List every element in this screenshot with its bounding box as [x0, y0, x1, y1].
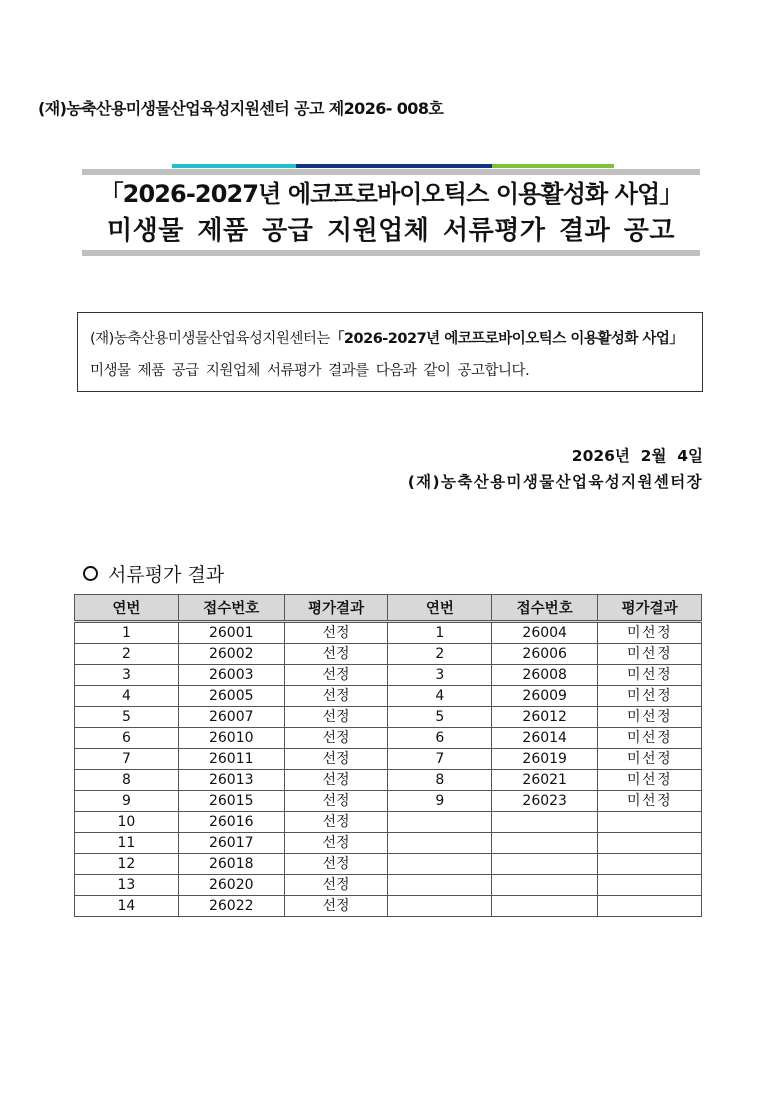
receipt-number-cell: 26014 — [492, 728, 598, 749]
seq-cell: 5 — [75, 707, 179, 728]
result-cell: 선정 — [284, 791, 388, 812]
result-cell — [598, 854, 702, 875]
receipt-number-cell: 26023 — [492, 791, 598, 812]
header-receipt-unselected: 접수번호 — [492, 595, 598, 622]
receipt-number-cell: 26020 — [178, 875, 284, 896]
result-cell — [598, 812, 702, 833]
table-row — [75, 749, 702, 770]
seq-cell: 12 — [75, 854, 179, 875]
table-row — [75, 875, 702, 896]
intro-project-name: 「2026-2027년 에코프로바이오틱스 이용활성화 사업」 — [329, 331, 684, 347]
table-row — [75, 707, 702, 728]
result-cell: 선정 — [284, 622, 388, 644]
table-row — [75, 854, 702, 875]
table-body — [75, 622, 702, 917]
receipt-number-cell: 26015 — [178, 791, 284, 812]
result-cell — [598, 833, 702, 854]
table-row — [75, 812, 702, 833]
section-heading — [83, 560, 224, 587]
receipt-number-cell: 26019 — [492, 749, 598, 770]
seq-cell: 1 — [388, 622, 492, 644]
receipt-number-cell: 26006 — [492, 644, 598, 665]
header-receipt-selected: 접수번호 — [178, 595, 284, 622]
result-cell: 미선정 — [598, 707, 702, 728]
seq-cell — [388, 833, 492, 854]
seq-cell: 3 — [388, 665, 492, 686]
result-cell: 선정 — [284, 896, 388, 917]
issuer-name: (재)농축산용미생물산업육성지원센터장 — [407, 473, 703, 491]
receipt-number-cell: 26002 — [178, 644, 284, 665]
accent-bar-green — [492, 164, 614, 168]
receipt-number-cell — [492, 833, 598, 854]
seq-cell: 10 — [75, 812, 179, 833]
seq-cell: 8 — [75, 770, 179, 791]
header-result-selected: 평가결과 — [284, 595, 388, 622]
intro-line-1 — [90, 327, 683, 348]
result-cell: 미선정 — [598, 622, 702, 644]
receipt-number-cell: 26022 — [178, 896, 284, 917]
intro-box — [77, 312, 703, 392]
receipt-number-cell: 26009 — [492, 686, 598, 707]
title-line-2: 미생물 제품 공급 지원업체 서류평가 결과 공고 — [106, 216, 675, 246]
seq-cell — [388, 875, 492, 896]
intro-prefix: (재)농축산용미생물산업육성지원센터는 — [90, 331, 330, 347]
receipt-number-cell — [492, 854, 598, 875]
result-cell: 선정 — [284, 686, 388, 707]
receipt-number-cell: 26012 — [492, 707, 598, 728]
result-cell — [598, 896, 702, 917]
receipt-number-cell: 26018 — [178, 854, 284, 875]
circle-bullet-icon — [83, 566, 98, 581]
result-cell: 선정 — [284, 875, 388, 896]
result-cell: 미선정 — [598, 770, 702, 791]
result-cell: 미선정 — [598, 665, 702, 686]
seq-cell: 4 — [388, 686, 492, 707]
result-cell — [598, 875, 702, 896]
result-cell: 미선정 — [598, 728, 702, 749]
table-row — [75, 665, 702, 686]
receipt-number-cell: 26011 — [178, 749, 284, 770]
result-cell: 선정 — [284, 854, 388, 875]
seq-cell: 2 — [75, 644, 179, 665]
receipt-number-cell: 26016 — [178, 812, 284, 833]
seq-cell: 3 — [75, 665, 179, 686]
receipt-number-cell — [492, 875, 598, 896]
table-row — [75, 644, 702, 665]
receipt-number-cell: 26005 — [178, 686, 284, 707]
receipt-number-cell — [492, 896, 598, 917]
table-row — [75, 833, 702, 854]
seq-cell: 4 — [75, 686, 179, 707]
seq-cell: 14 — [75, 896, 179, 917]
section-title: 서류평가 결과 — [108, 564, 225, 586]
table-row — [75, 791, 702, 812]
result-cell: 선정 — [284, 707, 388, 728]
table-row — [75, 896, 702, 917]
seq-cell: 7 — [388, 749, 492, 770]
table-row — [75, 622, 702, 644]
seq-cell: 9 — [75, 791, 179, 812]
seq-cell: 8 — [388, 770, 492, 791]
seq-cell — [388, 854, 492, 875]
result-cell: 선정 — [284, 665, 388, 686]
seq-cell: 1 — [75, 622, 179, 644]
receipt-number-cell: 26013 — [178, 770, 284, 791]
receipt-number-cell: 26010 — [178, 728, 284, 749]
seq-cell — [388, 812, 492, 833]
result-cell: 선정 — [284, 728, 388, 749]
accent-bar-cyan — [172, 164, 296, 168]
header-result-unselected: 평가결과 — [598, 595, 702, 622]
table-header-row — [75, 595, 702, 622]
result-cell: 미선정 — [598, 644, 702, 665]
receipt-number-cell: 26017 — [178, 833, 284, 854]
result-cell: 미선정 — [598, 791, 702, 812]
intro-line-2: 미생물 제품 공급 지원업체 서류평가 결과를 다음과 같이 공고합니다. — [90, 363, 530, 379]
header-seq-selected: 연번 — [75, 595, 179, 622]
receipt-number-cell: 26003 — [178, 665, 284, 686]
result-cell: 미선정 — [598, 749, 702, 770]
accent-bar-navy — [296, 164, 492, 168]
table-row — [75, 770, 702, 791]
notice-number: (재)농축산용미생물산업육성지원센터 공고 제2026- 008호 — [38, 99, 444, 118]
result-cell: 선정 — [284, 812, 388, 833]
receipt-number-cell — [492, 812, 598, 833]
result-cell: 선정 — [284, 833, 388, 854]
result-cell: 선정 — [284, 749, 388, 770]
result-cell: 선정 — [284, 770, 388, 791]
result-cell: 미선정 — [598, 686, 702, 707]
title-rule-bottom — [82, 250, 700, 256]
seq-cell: 9 — [388, 791, 492, 812]
header-seq-unselected: 연번 — [388, 595, 492, 622]
receipt-number-cell: 26001 — [178, 622, 284, 644]
seq-cell: 11 — [75, 833, 179, 854]
seq-cell: 7 — [75, 749, 179, 770]
receipt-number-cell: 26007 — [178, 707, 284, 728]
receipt-number-cell: 26021 — [492, 770, 598, 791]
seq-cell: 13 — [75, 875, 179, 896]
title-line-1: 「2026-2027년 에코프로바이오틱스 이용활성화 사업」 — [99, 180, 683, 208]
seq-cell: 2 — [388, 644, 492, 665]
table-row — [75, 728, 702, 749]
seq-cell: 6 — [75, 728, 179, 749]
seq-cell: 5 — [388, 707, 492, 728]
table-row — [75, 686, 702, 707]
seq-cell — [388, 896, 492, 917]
receipt-number-cell: 26008 — [492, 665, 598, 686]
seq-cell: 6 — [388, 728, 492, 749]
results-table — [74, 594, 702, 917]
announcement-date: 2026년 2월 4일 — [571, 447, 703, 465]
result-cell: 선정 — [284, 644, 388, 665]
receipt-number-cell: 26004 — [492, 622, 598, 644]
